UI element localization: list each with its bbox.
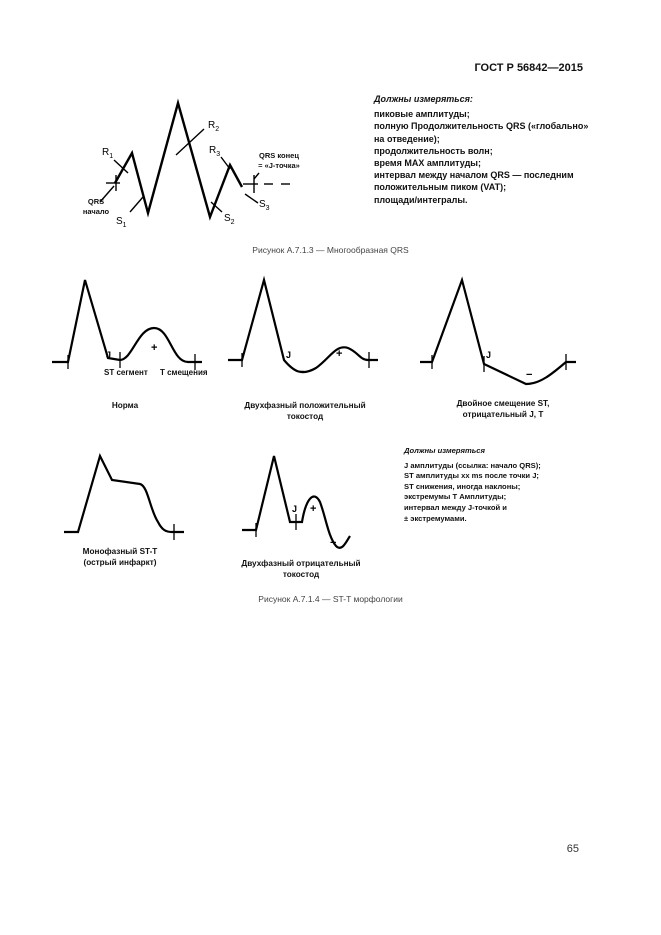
qrs-start-label: QRS начало bbox=[82, 197, 110, 216]
list-item: интервал между J-точкой и bbox=[404, 502, 507, 512]
list-item: продолжительность волн; bbox=[374, 145, 493, 156]
measurement-list-2 bbox=[404, 446, 584, 524]
st-biphasic-positive-waveform bbox=[226, 272, 386, 382]
panel-normal-label: Норма bbox=[111, 401, 139, 410]
st-segment-label: ST сегмент bbox=[104, 368, 148, 377]
plus-label: + bbox=[336, 348, 343, 360]
minus-label: − bbox=[330, 537, 337, 549]
list-item: экстремумы T Амплитуды; bbox=[404, 492, 507, 502]
list-item: ST амплитуды xx ms после точки J; bbox=[404, 471, 539, 481]
label-s3: $S_3$ bbox=[259, 199, 270, 212]
document-header: ГОСТ Р 56842—2015 bbox=[474, 62, 583, 74]
st-monophasic-waveform bbox=[62, 450, 192, 550]
list-item: ± экстремумами. bbox=[404, 513, 467, 523]
label-r3: $R_3$ bbox=[209, 145, 221, 158]
j-label: J bbox=[106, 350, 112, 360]
measurement-list-1 bbox=[374, 93, 594, 206]
plus-label: + bbox=[151, 342, 158, 354]
list-item: пиковые амплитуды; bbox=[374, 109, 470, 120]
panel-biphasic-negative-label: Двухфазный отрицательный токостод bbox=[241, 559, 361, 579]
figure-caption-1: Рисунок А.7.1.3 — Многообразная QRS bbox=[252, 245, 409, 255]
list-item: J амплитуды (ссылка: начало QRS); bbox=[404, 460, 541, 470]
j-label: J bbox=[486, 350, 492, 360]
plus-label: + bbox=[310, 503, 317, 515]
qrs-end-label: QRS конец = «J-точка» bbox=[258, 151, 300, 170]
minus-label: − bbox=[526, 369, 533, 381]
panel-biphasic-positive-label: Двухфазный положительный токостод bbox=[244, 401, 366, 421]
j-label: J bbox=[286, 350, 292, 360]
list-item: ST снижения, иногда наклоны; bbox=[404, 481, 521, 491]
label-s1: $S_1$ bbox=[116, 216, 127, 229]
measurement-list-2-title: Должны измеряться bbox=[404, 446, 485, 455]
panel-monophasic-label: Монофазный ST-T (острый инфаркт) bbox=[82, 547, 158, 567]
measurement-list-1-title: Должны измеряться: bbox=[374, 94, 473, 104]
panel-double-shift-label: Двойное смещение ST, отрицательный J, T bbox=[456, 399, 550, 419]
j-label: J bbox=[292, 504, 298, 514]
label-r1: $R_1$ bbox=[102, 147, 114, 160]
st-normal-waveform bbox=[50, 272, 210, 382]
figure-caption-2: Рисунок А.7.1.4 — ST-T морфологии bbox=[258, 594, 403, 604]
st-biphasic-negative-waveform bbox=[240, 450, 360, 560]
minus-label: − bbox=[298, 366, 305, 378]
list-item: время MAX амплитуды; bbox=[374, 158, 481, 169]
t-shift-label: T смещения bbox=[160, 368, 208, 377]
list-item: площади/интегралы. bbox=[374, 194, 468, 205]
page-number: 65 bbox=[566, 843, 579, 855]
label-r2: $R_2$ bbox=[208, 120, 220, 133]
list-item: интервал между началом QRS — последним положительным пиком (VAT); bbox=[374, 170, 577, 193]
list-item: полную Продолжительность QRS («глобально» на отведение); bbox=[374, 121, 591, 144]
st-double-shift-waveform bbox=[418, 272, 588, 392]
label-s2: $S_2$ bbox=[224, 213, 235, 226]
